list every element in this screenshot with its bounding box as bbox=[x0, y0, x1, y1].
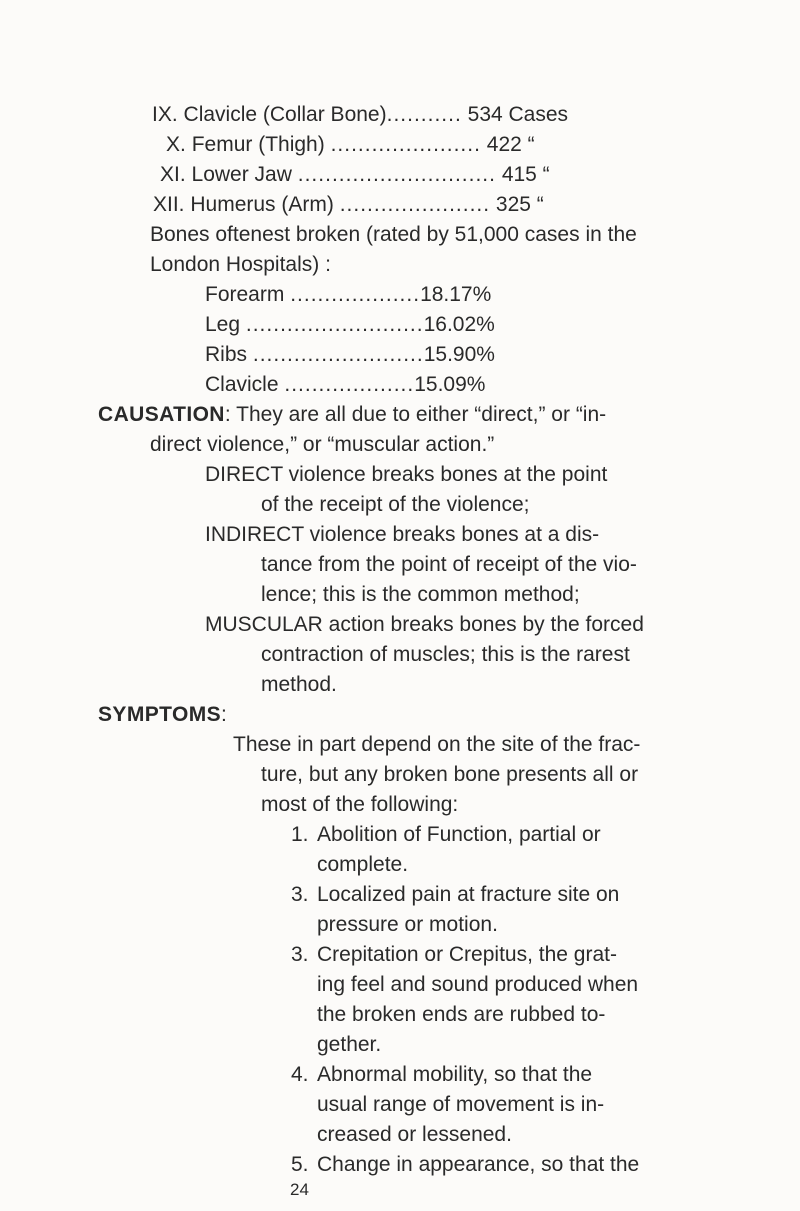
symptoms-heading: SYMPTOMS bbox=[98, 703, 221, 726]
symptom-item-number: 4. bbox=[291, 1063, 309, 1086]
symptom-item-line: Change in appearance, so that the bbox=[317, 1153, 640, 1176]
row-dots: ...................... bbox=[330, 133, 481, 156]
symptom-item-line: Localized pain at fracture site on bbox=[317, 883, 620, 906]
symptom-item-number: 5. bbox=[291, 1153, 309, 1176]
percent-row bbox=[205, 280, 491, 310]
symptoms-intro-line: These in part depend on the site of the frac- bbox=[233, 733, 641, 756]
row-numeral: X. bbox=[166, 133, 186, 156]
bone-list-row bbox=[153, 190, 544, 220]
causation-text: : They are all due to either “direct,” or “in- bbox=[224, 403, 607, 426]
oftenest-line: Bones oftenest broken (rated by 51,000 cases in the bbox=[150, 223, 637, 246]
row-numeral: XI. bbox=[160, 163, 186, 186]
percent-name: Clavicle bbox=[205, 373, 279, 396]
bone-list-row bbox=[160, 160, 550, 190]
symptom-item-number: 3. bbox=[291, 883, 309, 906]
direct-line: of the receipt of the violence; bbox=[261, 493, 530, 516]
symptom-item-line: creased or lessened. bbox=[317, 1123, 512, 1146]
bone-list-row bbox=[152, 100, 568, 130]
symptom-item-line: Crepitation or Crepitus, the grat- bbox=[317, 943, 617, 966]
percent-dots: .......................... bbox=[245, 313, 424, 336]
indirect-line: INDIRECT violence breaks bones at a dis- bbox=[205, 523, 600, 546]
muscular-line: MUSCULAR action breaks bones by the forced bbox=[205, 613, 644, 636]
row-value: 534 Cases bbox=[467, 103, 569, 126]
row-name: Humerus (Arm) bbox=[190, 193, 334, 216]
symptom-item-line: pressure or motion. bbox=[317, 913, 498, 936]
percent-value: 15.90% bbox=[423, 343, 495, 366]
page-number: 24 bbox=[290, 1180, 309, 1199]
row-value: 422 “ bbox=[486, 133, 535, 156]
percent-name: Forearm bbox=[205, 283, 285, 306]
direct-line: DIRECT violence breaks bones at the point bbox=[205, 463, 608, 486]
percent-row bbox=[205, 340, 495, 370]
symptom-item-line: complete. bbox=[317, 853, 409, 876]
percent-value: 15.09% bbox=[414, 373, 486, 396]
symptoms-colon: : bbox=[221, 703, 227, 726]
row-dots: ........... bbox=[386, 103, 462, 126]
symptom-item-line: Abnormal mobility, so that the bbox=[317, 1063, 593, 1086]
row-name: Lower Jaw bbox=[191, 163, 292, 186]
muscular-line: contraction of muscles; this is the rarest bbox=[261, 643, 630, 666]
oftenest-line: London Hospitals) : bbox=[150, 253, 331, 276]
percent-row bbox=[205, 310, 495, 340]
causation-heading: CAUSATION bbox=[98, 403, 225, 426]
percent-dots: ................... bbox=[290, 283, 421, 306]
percent-dots: ................... bbox=[284, 373, 415, 396]
symptom-item-number: 3. bbox=[291, 943, 309, 966]
row-name: Femur (Thigh) bbox=[191, 133, 325, 156]
causation-line bbox=[98, 400, 606, 430]
row-numeral: XII. bbox=[153, 193, 185, 216]
symptoms-intro-line: most of the following: bbox=[261, 793, 459, 816]
symptoms-heading-line bbox=[98, 700, 227, 730]
percent-value: 18.17% bbox=[420, 283, 492, 306]
symptom-item-line: usual range of movement is in- bbox=[317, 1093, 605, 1116]
indirect-line: lence; this is the common method; bbox=[261, 583, 580, 606]
row-name: Clavicle (Collar Bone) bbox=[183, 103, 387, 126]
symptom-item-line: Abolition of Function, partial or bbox=[317, 823, 601, 846]
symptom-item-line: gether. bbox=[317, 1033, 382, 1056]
symptom-item-line: the broken ends are rubbed to- bbox=[317, 1003, 606, 1026]
percent-name: Ribs bbox=[205, 343, 248, 366]
muscular-line: method. bbox=[261, 673, 337, 696]
row-dots: ............................. bbox=[297, 163, 496, 186]
bone-list-row bbox=[166, 130, 535, 160]
indirect-line: tance from the point of receipt of the vio- bbox=[261, 553, 637, 576]
percent-dots: ......................... bbox=[252, 343, 424, 366]
row-dots: ...................... bbox=[339, 193, 491, 216]
row-value: 325 “ bbox=[495, 193, 544, 216]
symptom-item-line: ing feel and sound produced when bbox=[317, 973, 639, 996]
row-numeral: IX. bbox=[152, 103, 178, 126]
percent-name: Leg bbox=[205, 313, 241, 336]
symptom-item-number: 1. bbox=[291, 823, 309, 846]
causation-line: direct violence,” or “muscular action.” bbox=[150, 433, 495, 456]
row-value: 415 “ bbox=[501, 163, 550, 186]
symptoms-intro-line: ture, but any broken bone presents all or bbox=[261, 763, 639, 786]
percent-row bbox=[205, 370, 485, 400]
percent-value: 16.02% bbox=[423, 313, 495, 336]
